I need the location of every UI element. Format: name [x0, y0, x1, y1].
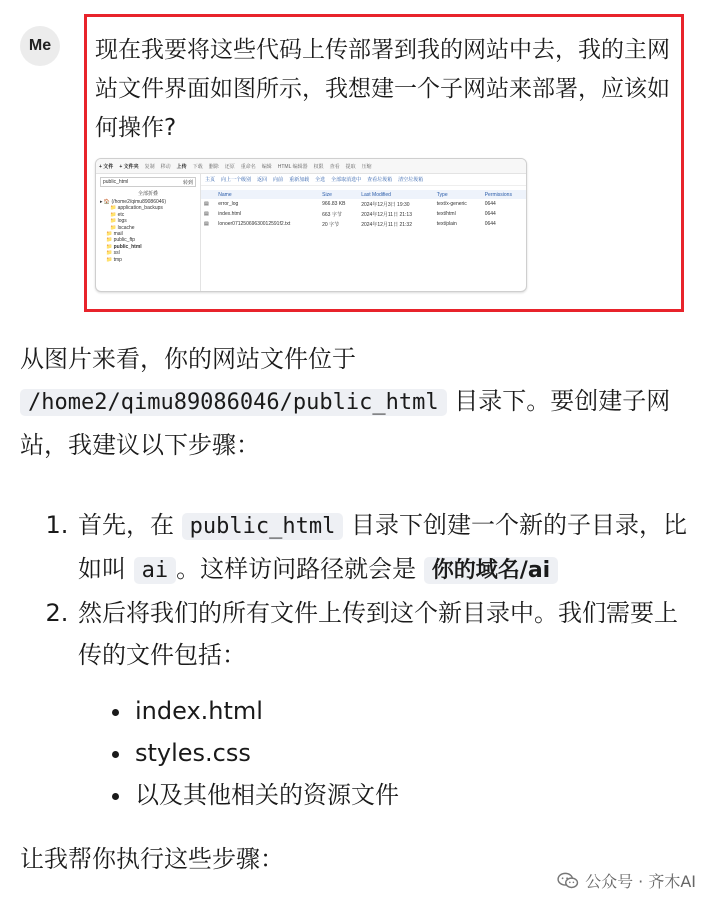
- toolbar-item: 编辑: [261, 163, 272, 170]
- user-avatar: Me: [20, 26, 60, 66]
- table-cell: 966.83 KB: [322, 201, 346, 207]
- wechat-icon: [557, 872, 579, 890]
- file-list-panel: [201, 174, 526, 291]
- tree-item: 📁 ssl: [106, 250, 120, 257]
- tree-item: 📁 tmp: [106, 256, 122, 263]
- toolbar-item: HTML 编辑器: [277, 163, 308, 170]
- file-actions-bar: [201, 174, 526, 186]
- action-item: 全选: [315, 177, 326, 183]
- file-table: [201, 190, 526, 229]
- question-text: 现在我要将这些代码上传部署到我的网站中去，我的主网站文件界面如图所示，我想建一个子网站来部署，应该如何操作?: [95, 37, 670, 141]
- step1-code-ai: ai: [134, 557, 177, 584]
- action-item: 清空垃圾箱: [398, 177, 424, 183]
- tree-item: 📁 etc: [110, 211, 125, 218]
- tree-item: 📁 application_backups: [110, 205, 163, 212]
- file-icon: ▤: [204, 201, 209, 207]
- toolbar-item: + 文件夹: [119, 163, 139, 170]
- closing-text: 让我帮你执行这些步骤：: [20, 845, 284, 873]
- folder-tree: [96, 199, 200, 263]
- file-tree-panel: [96, 174, 201, 291]
- toolbar-item: 提取: [345, 163, 356, 170]
- go-button: 转到: [182, 179, 193, 186]
- toolbar-item: 删除: [208, 163, 219, 170]
- file-manager-toolbar: [96, 159, 526, 174]
- table-cell: text/html: [436, 211, 456, 217]
- column-header: Permissions: [482, 190, 526, 199]
- table-cell: 20 字节: [322, 221, 340, 228]
- column-header: Last Modified: [358, 190, 434, 199]
- step2-text: 然后将我们的所有文件上传到这个新目录中。我们需要上传的文件包括：: [78, 599, 678, 669]
- action-item: 返回: [257, 177, 268, 183]
- table-cell: 2024年12月11日 21:13: [361, 211, 412, 218]
- toolbar-item: 权限: [313, 163, 324, 170]
- action-item: 向上一个级别: [221, 177, 252, 183]
- action-item: 查看垃圾箱: [367, 177, 393, 183]
- action-item: 重新加载: [289, 177, 310, 183]
- file-icon: ▤: [204, 211, 209, 217]
- column-header: Size: [319, 190, 358, 199]
- toolbar-item: 重命名: [240, 163, 256, 170]
- collapse-all: 全部折叠: [137, 191, 158, 197]
- step1-code-dir: public_html: [182, 513, 344, 540]
- toolbar-item: + 文件: [99, 163, 114, 170]
- toolbar-item: 还原: [224, 163, 235, 170]
- path-code: /home2/qimu89086046/public_html: [20, 389, 447, 416]
- tree-item: 📁 mail: [106, 231, 123, 238]
- path-bar: [100, 177, 196, 187]
- intro-text-b: 目录下。要创建子网站，我建议以下步骤：: [20, 387, 671, 459]
- table-cell: lonoer07125069630012591f2.txt: [218, 221, 291, 227]
- table-cell: 0644: [484, 211, 496, 217]
- tree-item: ▸ 🏠 (/home2/qimu89086046): [100, 199, 166, 205]
- upload-files-list: [78, 690, 700, 816]
- table-row: [201, 219, 526, 229]
- table-cell: text/plain: [436, 221, 457, 227]
- step1-text-a: 首先，在: [78, 511, 174, 539]
- action-item: 全部取消选中: [331, 177, 362, 183]
- table-cell: text/x-generic: [436, 201, 467, 207]
- step-2: [76, 592, 700, 816]
- watermark: [557, 869, 696, 892]
- table-row: [201, 209, 526, 219]
- toolbar-item: 上传: [176, 163, 187, 170]
- watermark-text: 公众号 · 齐木AI: [585, 872, 696, 891]
- toolbar-item: 查看: [329, 163, 340, 170]
- table-cell: 0644: [484, 221, 496, 227]
- steps-list: [20, 504, 700, 816]
- action-item: 向前: [273, 177, 284, 183]
- step1-text-b: 目录下创建一个新的子目录，比如叫: [78, 511, 687, 583]
- file-icon: ▤: [204, 221, 209, 227]
- toolbar-item: 移动: [160, 163, 171, 170]
- answer-intro: [20, 338, 700, 466]
- table-cell: 2024年12月11日 21:32: [361, 221, 412, 228]
- icon-col: [201, 190, 215, 199]
- column-header: Name: [215, 190, 319, 199]
- step-1: [76, 504, 700, 592]
- intro-text-a: 从图片来看，你的网站文件位于: [20, 345, 356, 373]
- file-item: • 以及其他相关的资源文件: [133, 774, 700, 816]
- column-header: Type: [434, 190, 482, 199]
- toolbar-item: 下载: [192, 163, 203, 170]
- toolbar-item: 压缩: [361, 163, 372, 170]
- step1-text-c: 。这样访问路径就会是: [176, 555, 417, 583]
- table-cell: index.html: [218, 211, 242, 217]
- attached-screenshot[interactable]: [95, 158, 527, 292]
- file-item: • styles.css: [133, 732, 700, 774]
- file-item: • index.html: [133, 690, 700, 732]
- assistant-answer: [20, 338, 700, 880]
- table-row: [201, 199, 526, 209]
- table-cell: 0644: [484, 201, 496, 207]
- table-cell: 2024年12月3日 19:30: [361, 201, 410, 208]
- path-value: public_html: [103, 179, 129, 185]
- toolbar-item: 复制: [144, 163, 155, 170]
- tree-item: 📁 public_html: [106, 243, 142, 250]
- step1-code-domain: 你的域名/ai: [424, 557, 558, 584]
- tree-item: 📁 logs: [110, 218, 127, 225]
- tree-item: 📁 lscache: [110, 224, 135, 231]
- action-item: 主页: [205, 177, 216, 183]
- table-cell: 663 字节: [322, 211, 342, 218]
- table-cell: error_log: [218, 201, 239, 207]
- user-message: [84, 14, 684, 312]
- tree-item: 📁 public_ftp: [106, 237, 136, 244]
